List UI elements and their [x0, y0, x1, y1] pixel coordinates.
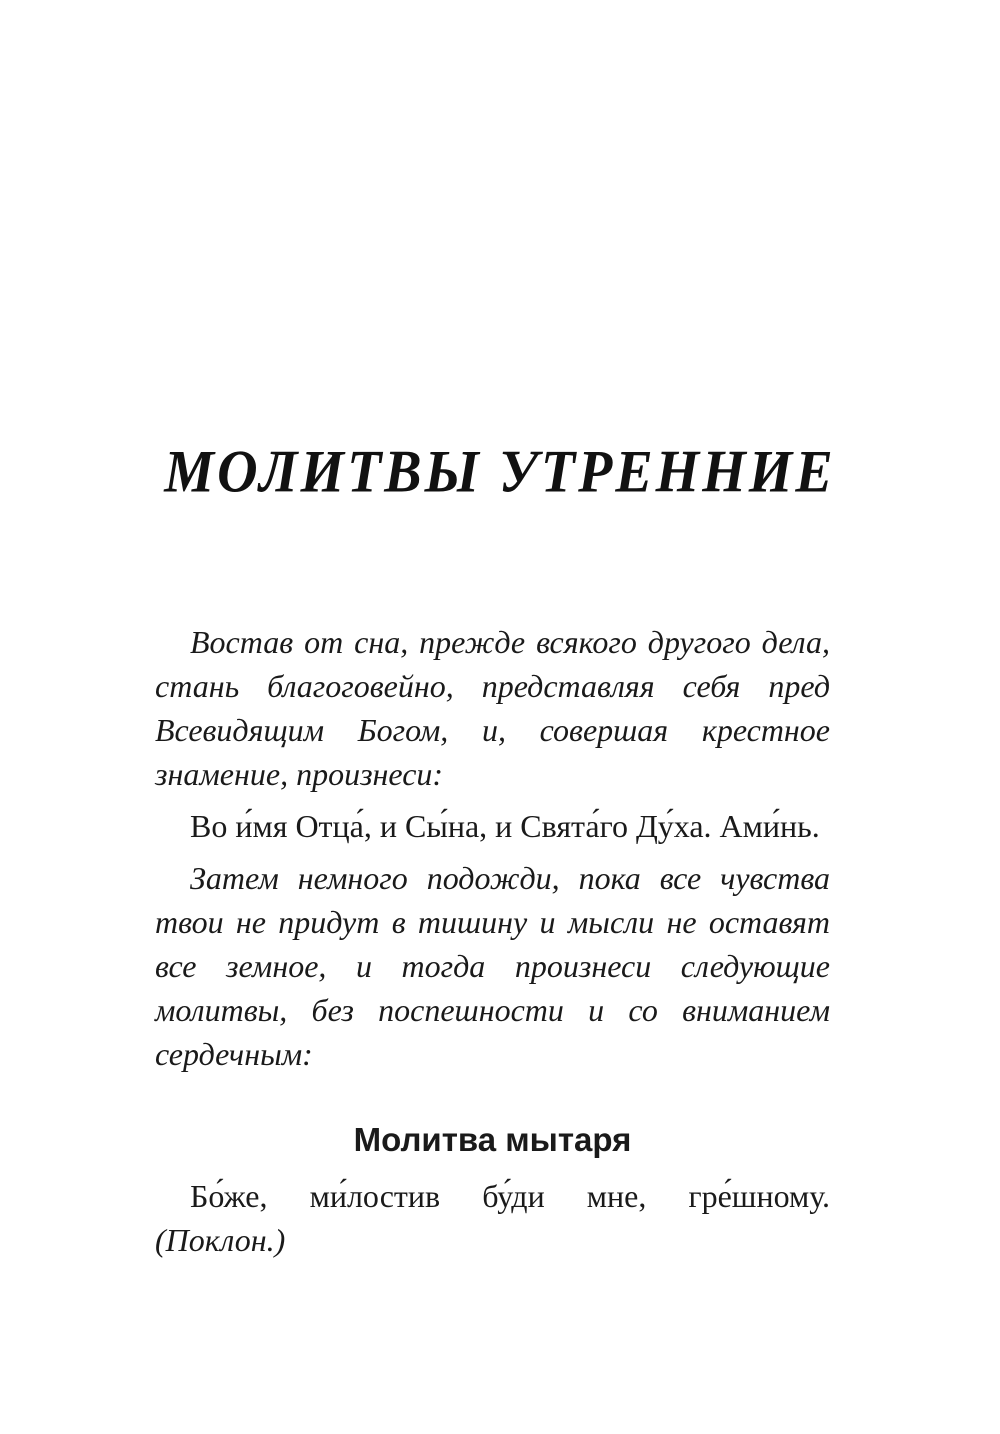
- sign-of-cross-paragraph: Во и́мя Отца́, и Сы́на, и Свята́го Ду́ха. Ами́нь.: [190, 808, 820, 844]
- publican-prayer-paragraph: [155, 1174, 830, 1262]
- section-heading: Молитва мытаря: [353, 1121, 632, 1158]
- publican-prayer-text: Бо́же, ми́лостив бу́ди мне, гре́шному.: [190, 1178, 830, 1214]
- text-block: [155, 620, 830, 1262]
- chapter-title: МОЛИТВЫ УТРЕННИЕ: [164, 438, 836, 506]
- publican-prayer-note: (Поклон.): [155, 1222, 286, 1258]
- intro-paragraph: Востав от сна, прежде всякого другого дела, стань благоговейно, представляя себя пред Всевидящим Богом, и, совершая крестное знамение, произнеси:: [155, 624, 830, 792]
- instruction-paragraph: Затем немного подожди, пока все чувства твои не придут в тишину и мысли не оставят все земное, и тогда произнеси следующие молитвы, без поспешности и со вниманием сердечным:: [155, 860, 830, 1072]
